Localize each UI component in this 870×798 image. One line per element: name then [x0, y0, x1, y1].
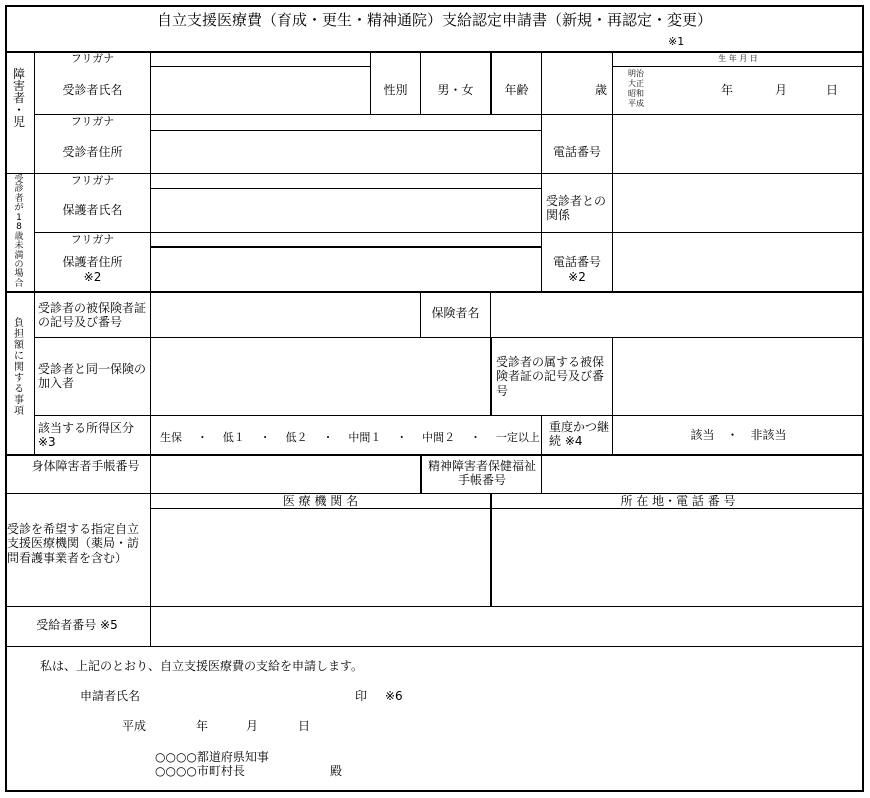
rule — [490, 338, 492, 416]
rule — [34, 114, 864, 115]
era-meiji[interactable]: 明治 — [628, 69, 644, 78]
section-patient-label: 障 害 者 ・ 児 — [12, 67, 25, 129]
separator: ・ — [396, 431, 408, 444]
income-option-mid2[interactable]: 中間２ — [422, 431, 456, 444]
rule — [612, 52, 613, 292]
age-label: 年齢 — [504, 83, 529, 97]
seal-note: ※6 — [385, 689, 403, 703]
phone2-label: 電話番号 — [552, 255, 601, 269]
date-year: 年 — [196, 719, 209, 733]
rule — [34, 52, 35, 454]
rule — [150, 246, 541, 248]
date-month: 月 — [246, 719, 259, 733]
phone2-note: ※2 — [568, 270, 586, 284]
guardian-address-label: 保護者住所 — [62, 255, 123, 269]
rule — [612, 338, 613, 416]
seal-label: 印 — [355, 689, 368, 703]
age-unit: 歳 — [594, 83, 607, 97]
income-option-mid1[interactable]: 中間１ — [348, 431, 382, 444]
dob-year: 年 — [721, 83, 734, 97]
dob-month: 月 — [775, 83, 788, 97]
section-guardian-label: 受 診 者 が 1 8 歳 未 満 の 場 合 — [14, 175, 24, 289]
relation-label: 受診者との関係 — [546, 194, 607, 223]
severe-label: 重度かつ継続 ※4 — [549, 420, 610, 449]
physical-book-label: 身体障害者手帳番号 — [31, 459, 140, 473]
dob-header: 生 年 月 日 — [718, 54, 758, 63]
era-showa[interactable]: 昭和 — [628, 89, 644, 98]
patient-address-label: 受診者住所 — [62, 145, 123, 159]
income-options[interactable] — [160, 429, 540, 445]
income-option-low2[interactable]: 低２ — [285, 431, 308, 444]
separator: ・ — [470, 431, 482, 444]
furigana-label: フリガナ — [70, 233, 115, 246]
guardian-name-label: 保護者氏名 — [62, 203, 123, 217]
furigana-label: フリガナ — [70, 52, 115, 65]
rule — [612, 66, 864, 67]
patient-name-label: 受診者氏名 — [62, 83, 123, 97]
rule — [5, 454, 864, 456]
gender-label: 性別 — [383, 83, 408, 97]
designated-institution-label: 受診を希望する指定自立支援医療機関（薬局・訪問看護事業者を含む） — [7, 522, 140, 565]
addressee-mayor: ○○○○市町村長 — [155, 764, 245, 778]
date-day: 日 — [298, 719, 311, 733]
era-heisei[interactable]: 平成 — [628, 99, 644, 108]
income-option-seiho[interactable]: 生保 — [160, 431, 182, 444]
insurer-name-label: 保険者名 — [431, 306, 480, 320]
rule — [5, 646, 864, 647]
application-statement: 私は、上記のとおり、自立支援医療費の支給を申請します。 — [40, 659, 364, 673]
rule — [34, 415, 864, 416]
rule — [5, 606, 864, 607]
income-option-low1[interactable]: 低１ — [222, 431, 245, 444]
gender-options[interactable]: 男・女 — [437, 83, 474, 97]
rule — [150, 130, 541, 131]
rule — [150, 52, 151, 646]
severe-options[interactable]: 該当 ・ 非該当 — [690, 428, 787, 442]
rule — [541, 415, 542, 455]
section-burden-label: 負 担 額 に 関 す る 事 項 — [14, 318, 24, 417]
rule — [150, 66, 370, 67]
rule — [150, 188, 541, 189]
form-title: 自立支援医療費（育成・更生・精神通院）支給認定申請書（新規・再認定・変更） — [156, 11, 712, 29]
phone-label: 電話番号 — [552, 145, 601, 159]
rule — [490, 52, 492, 114]
dob-day: 日 — [826, 83, 839, 97]
furigana-label: フリガナ — [70, 174, 115, 187]
rule — [34, 232, 864, 233]
belong-card-label: 受診者の属する被保険者証の記号及び番号 — [496, 355, 605, 398]
applicant-name-label: 申請者氏名 — [80, 689, 141, 703]
same-insurance-label: 受診者と同一保険の加入者 — [38, 362, 147, 391]
address-phone-header: 所 在 地・電 話 番 号 — [620, 494, 736, 508]
income-option-high[interactable]: 一定以上 — [495, 431, 540, 444]
rule — [490, 494, 492, 607]
rule — [490, 292, 491, 338]
separator: ・ — [259, 431, 271, 444]
rule — [420, 455, 422, 494]
insurance-card-label: 受診者の被保険者証の記号及び番号 — [38, 301, 147, 330]
rule — [5, 173, 864, 174]
rule — [541, 455, 542, 494]
mental-book-label: 精神障害者保健福祉手帳番号 — [427, 459, 536, 488]
rule — [420, 52, 421, 114]
separator: ・ — [196, 431, 208, 444]
rule — [370, 52, 371, 114]
medical-institution-header: 医 療 機 関 名 — [282, 494, 359, 508]
date-era: 平成 — [122, 719, 147, 733]
addressee-governor: ○○○○都道府県知事 — [155, 750, 269, 764]
honorific: 殿 — [330, 764, 343, 778]
recipient-number-label: 受給者番号 ※5 — [36, 618, 118, 632]
era-taisho[interactable]: 大正 — [628, 79, 644, 88]
income-class-label: 該当する所得区分 ※3 — [38, 421, 135, 450]
rule — [5, 291, 864, 293]
furigana-label: フリガナ — [70, 115, 115, 128]
separator: ・ — [322, 431, 334, 444]
rule — [34, 337, 864, 338]
title-note: ※1 — [668, 35, 685, 48]
guardian-address-note: ※2 — [83, 270, 102, 284]
